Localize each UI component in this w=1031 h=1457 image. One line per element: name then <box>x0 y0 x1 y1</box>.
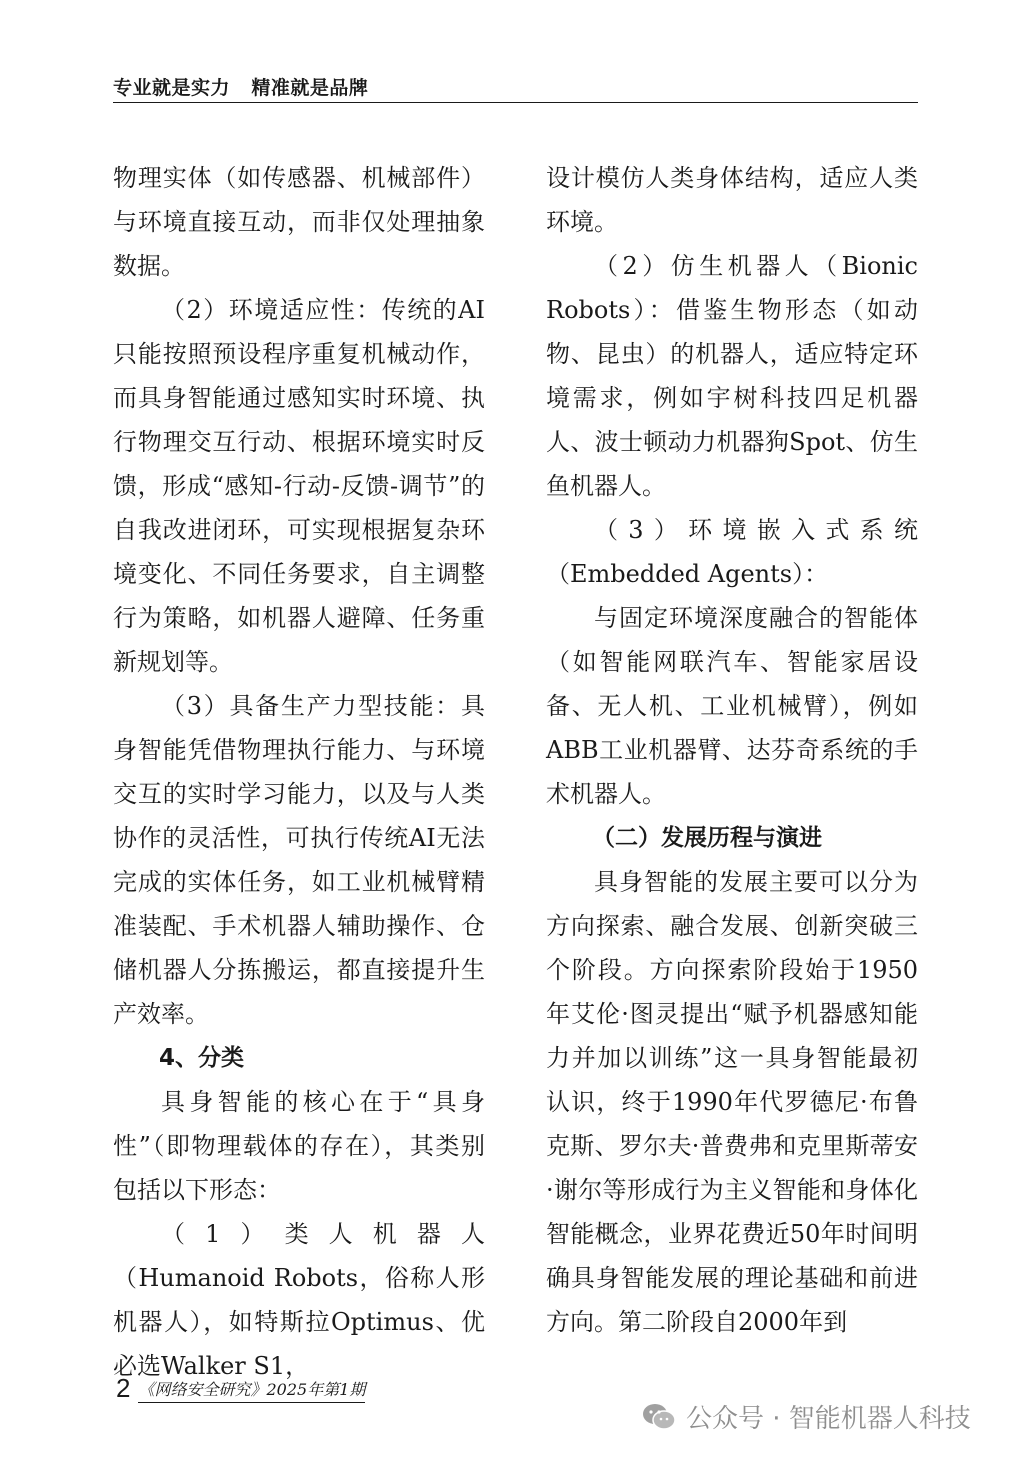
section-heading: （二）发展历程与演进 <box>592 825 822 851</box>
paragraph: （1）类人机器人（Humanoid Robots，俗称人形机器人），如特斯拉Optimus、优必选Walker S1， <box>113 1220 485 1380</box>
paragraph: 具身智能的核心在于“具身性”（即物理载体的存在），其类别包括以下形态： <box>113 1088 485 1204</box>
right-column <box>546 156 918 1344</box>
wechat-icon <box>642 1402 676 1432</box>
header-divider <box>113 102 918 103</box>
paragraph: （2）环境适应性：传统的AI只能按照预设程序重复机械动作，而具身智能通过感知实时环境、执行物理交互行动、根据环境实时反馈，形成“感知-行动-反馈-调节”的自我改进闭环，可实现根据复杂环境变化、不同任务要求，自主调整行为策略，如机器人避障、任务重新规划等。 <box>113 296 485 676</box>
watermark-text: 公众号 · 智能机器人科技 <box>686 1404 971 1434</box>
paragraph: 具身智能的发展主要可以分为方向探索、融合发展、创新突破三个阶段。方向探索阶段始于1950年艾伦·图灵提出“赋予机器感知能力并加以训练”这一具身智能最初认识，终于1990年代罗德尼·布鲁克斯、罗尔夫·普费弗和克里斯蒂安·谢尔等形成行为主义智能和身体化智能概念，业界花费近50年时间明确具身智能发展的理论基础和前进方向。第二阶段自2000年到 <box>546 868 918 1336</box>
paragraph: 设计模仿人类身体结构，适应人类环境。 <box>546 164 918 236</box>
paragraph: （2）仿生机器人（Bionic Robots）：借鉴生物形态（如动物、昆虫）的机器人，适应特定环境需求，例如宇树科技四足机器人、波士顿动力机器狗Spot、仿生鱼机器人。 <box>546 252 918 500</box>
page-footer <box>116 1373 365 1403</box>
paragraph: （3）环境嵌入式系统（Embedded Agents）： <box>546 516 918 588</box>
paragraph: （3）具备生产力型技能：具身智能凭借物理执行能力、与环境交互的实时学习能力，以及与人类协作的灵活性，可执行传统AI无法完成的实体任务，如工业机械臂精准装配、手术机器人辅助操作、仓储机器人分拣搬运，都直接提升生产效率。 <box>113 692 485 1028</box>
left-column <box>113 156 485 1388</box>
page-number: 2 <box>116 1373 131 1403</box>
paragraph: 与固定环境深度融合的智能体（如智能网联汽车、智能家居设备、无人机、工业机械臂），例如ABB工业机器臂、达芬奇系统的手术机器人。 <box>546 604 918 808</box>
section-heading: 4、分类 <box>159 1045 245 1071</box>
watermark <box>642 1398 971 1435</box>
journal-citation: 《网络安全研究》2025年第1期 <box>138 1380 365 1403</box>
paragraph: 物理实体（如传感器、机械部件）与环境直接互动，而非仅处理抽象数据。 <box>113 164 485 280</box>
running-header: 专业就是实力 精准就是品牌 <box>113 77 369 99</box>
